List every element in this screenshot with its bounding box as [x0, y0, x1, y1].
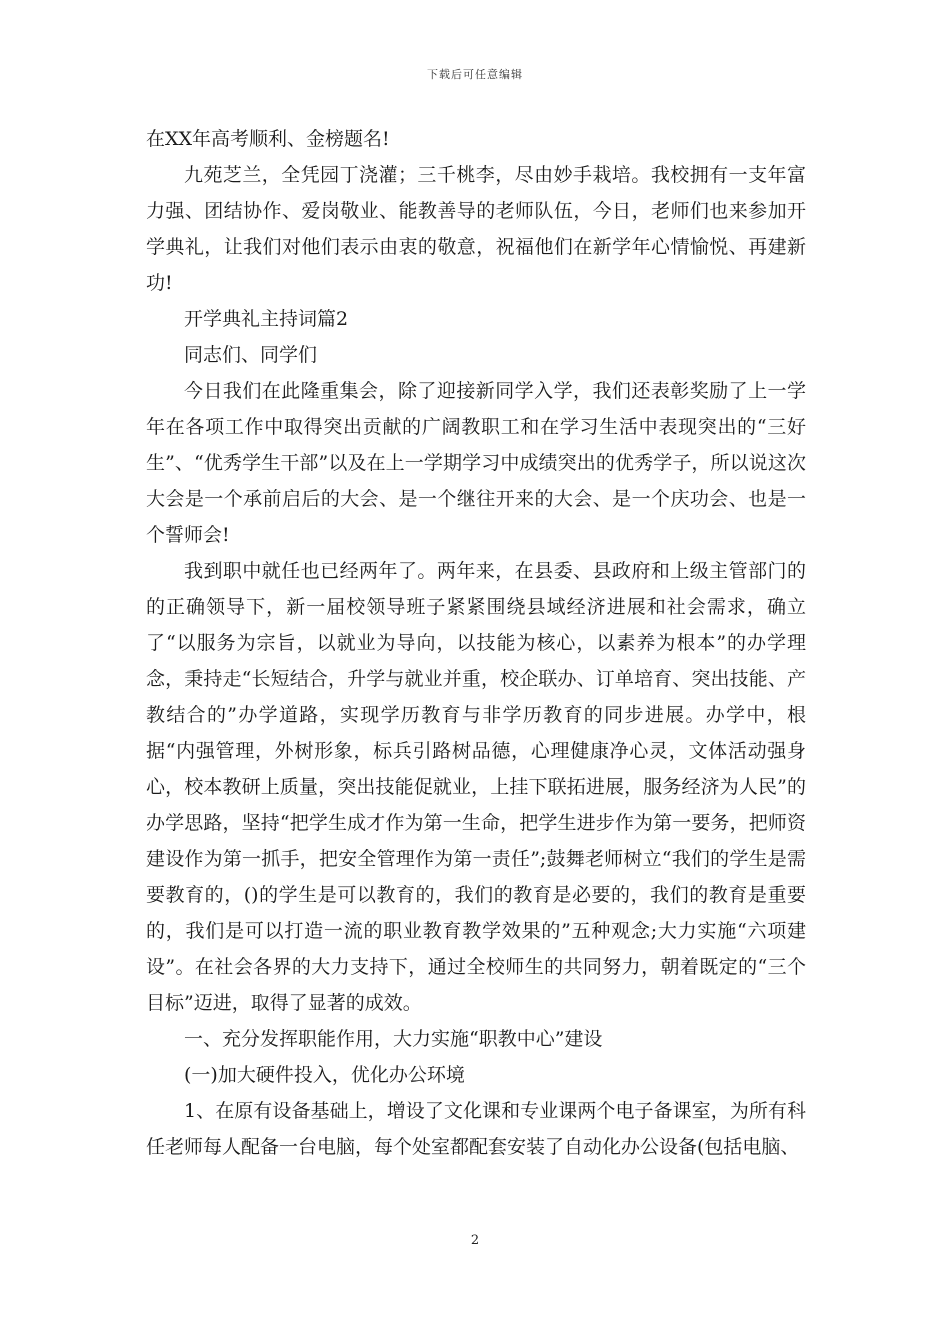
- page-header: 下载后可任意编辑: [427, 68, 523, 81]
- paragraph-2: 九苑芝兰，全凭园丁浇灌；三千桃李，尽由妙手栽培。我校拥有一支年富力强、团结协作、爱岗敬业、能教善导的老师队伍，今日，老师们也来参加开学典礼，让我们对他们表示由衷的敬意，祝福他们在新学年心情愉悦、再建新功!: [146, 164, 806, 294]
- page-number: 2: [470, 1233, 480, 1248]
- section-title: 开学典礼主持词篇2: [184, 308, 349, 330]
- document-body: [146, 121, 806, 1165]
- paragraph-6: 我到职中就任也已经两年了。两年来，在县委、县政府和上级主管部门的的正确领导下，新一届校领导班子紧紧围绕县域经济进展和社会需求，确立了“以服务为宗旨，以就业为导向，以技能为核心，以素养为根本”的办学理念，秉持走“长短结合，升学与就业并重，校企联办、订单培育、突出技能、产教结合的”办学道路，实现学历教育与非学历教育的同步进展。办学中，根据“内强管理，外树形象，标兵引路树品德，心理健康净心灵，文体活动强身心，校本教研上质量，突出技能促就业，上挂下联拓进展，服务经济为人民”的办学思路，坚持“把学生成才作为第一生命，把学生进步作为第一要务，把师资建设作为第一抓手，把安全管理作为第一责任”;鼓舞老师树立“我们的学生是需要教育的，()的学生是可以教育的，我们的教育是必要的，我们的教育是重要的，我们是可以打造一流的职业教育教学效果的”五种观念;大力实施“六项建设”。在社会各界的大力支持下，通过全校师生的共同努力，朝着既定的“三个目标”迈进，取得了显著的成效。: [146, 560, 806, 1014]
- paragraph-1: 在XX年高考顺利、金榜题名!: [146, 128, 390, 150]
- heading-level-2: (一)加大硬件投入，优化办公环境: [184, 1064, 465, 1086]
- paragraph-5: 今日我们在此隆重集会，除了迎接新同学入学，我们还表彰奖励了上一学年在各项工作中取得突出贡献的广阔教职工和在学习生活中表现突出的“三好生”、“优秀学生干部”以及在上一学期学习中成绩突出的优秀学子，所以说这次大会是一个承前启后的大会、是一个继往开来的大会、是一个庆功会、也是一个誓师会!: [146, 380, 806, 546]
- paragraph-9: 1、在原有设备基础上，增设了文化课和专业课两个电子备课室，为所有科任老师每人配备一台电脑，每个处室都配套安装了自动化办公设备(包括电脑、: [146, 1100, 806, 1158]
- heading-level-1: 一、充分发挥职能作用，大力实施“职教中心”建设: [184, 1028, 603, 1050]
- salutation: 同志们、同学们: [184, 344, 318, 366]
